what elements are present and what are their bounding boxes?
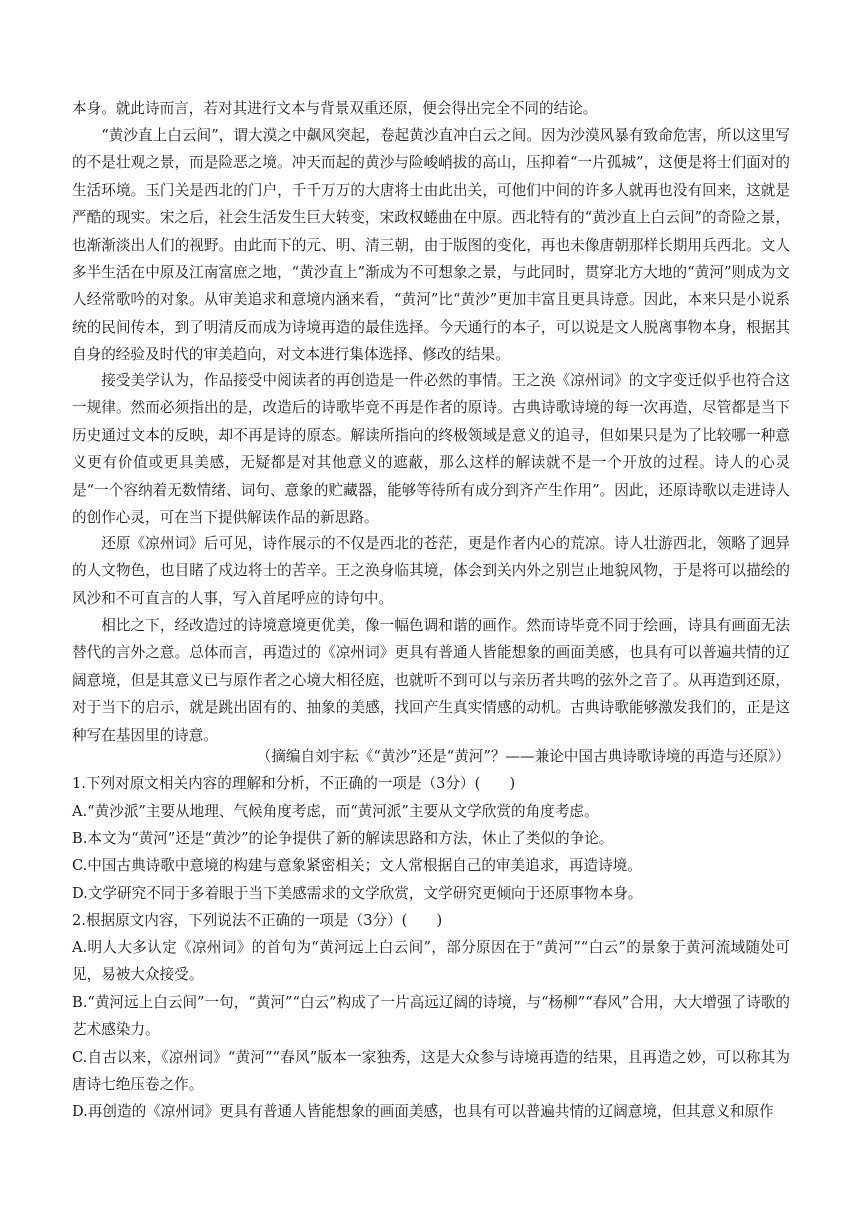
question-2-option-c: C.自古以来，《凉州词》“黄河”“春风”版本一家独秀，这是大众参与诗境再造的结果，且再造之妙，可以称其为唐诗七绝压卷之作。: [72, 1049, 790, 1094]
passage-paragraph-2: 接受美学认为，作品接受中阅读者的再创造是一件必然的事情。王之涣《凉州词》的文字变迁似乎也符合这一规律。然而必须指出的是，改造后的诗歌毕竟不再是作者的原诗。古典诗歌诗境的每一次再造，尽管都是当下历史通过文本的反映，却不再是诗的原态。解读所指向的终极领域是意义的追寻，但如果只是为了比较哪一种意义更有价值或更具美感，无疑都是对其他意义的遮蔽，那么这样的解读就不是一个开放的过程。诗人的心灵是“一个容纳着无数情绪、词句、意象的贮藏器，能够等待所有成分到齐产生作用”。因此，还原诗歌以走进诗人的创作心灵，可在当下提供解读作品的新思路。: [72, 372, 790, 527]
passage-paragraph-1: “黄沙直上白云间”，谓大漠之中飙风突起，卷起黄沙直冲白云之间。因为沙漠风暴有致命危害，所以这里写的不是壮观之景，而是险恶之境。冲天而起的黄沙与险峻峭拔的高山，压抑着“一片孤城”，这便是将士们面对的生活环境。玉门关是西北的门户，千千万万的大唐将士由此出关，可他们中间的许多人就再也没有回来，这就是严酷的现实。宋之后，社会生活发生巨大转变，宋政权蜷曲在中原。西北特有的“黄沙直上白云间”的奇险之景，也渐渐淡出人们的视野。由此而下的元、明、清三朝，由于版图的变化，再也未像唐朝那样长期用兵西北。文人多半生活在中原及江南富庶之地，“黄沙直上”渐成为不可想象之景，与此同时，贯穿北方大地的“黄河”则成为文人经常歌吟的对象。从审美追求和意境内涵来看，“黄河”比“黄沙”更加丰富且更具诗意。因此，本来只是小说系统的民间传本，到了明清反而成为诗境再造的最佳选择。今天通行的本子，可以说是文人脱离事物本身，根据其自身的经验及时代的审美趋向，对文本进行集体选择、修改的结果。: [72, 127, 790, 364]
passage-paragraph-0: 本身。就此诗而言，若对其进行文本与背景双重还原，便会得出完全不同的结论。: [72, 100, 598, 117]
question-2-option-b: B.“黄河远上白云间”一句，“黄河”“白云”构成了一片高远辽阔的诗境，与“杨柳”“春风”合用，大大增强了诗歌的艺术感染力。: [72, 994, 790, 1039]
question-2-option-d: D.再创造的《凉州词》更具有普通人皆能想象的画面美感，也具有可以普遍共情的辽阔意境，但其意义和原作: [72, 1103, 774, 1120]
passage-paragraph-4: 相比之下，经改造过的诗境意境更优美，像一幅色调和谐的画作。然而诗毕竟不同于绘画，诗具有画面无法替代的言外之意。总体而言，再造过的《凉州词》更具有普通人皆能想象的画面美感，也具有可以普遍共情的辽阔意境，但是其意义已与原作者之心境大相径庭，也就听不到可以与亲历者共鸣的弦外之音了。从再造到还原，对于当下的启示，就是跳出固有的、抽象的美感，找回产生真实情感的动机。古典诗歌能够激发我们的，正是这种写在基因里的诗意。: [72, 617, 790, 744]
question-2-option-a: A.明人大多认定《凉州词》的首句为“黄河远上白云间”，部分原因在于“黄河”“白云”的景象于黄河流域随处可见，易被大众接受。: [72, 939, 790, 984]
question-1-option-c: C.中国古典诗歌中意境的构建与意象紧密相关；文人常根据自己的审美追求，再造诗境。: [72, 857, 642, 874]
question-1-option-a: A.“黄沙派”主要从地理、气候角度考虑，而“黄河派”主要从文学欣赏的角度考虑。: [72, 803, 599, 820]
question-1-option-d: D.文学研究不同于多着眼于当下美感需求的文学欣赏，文学研究更倾向于还原事物本身。: [72, 885, 643, 902]
passage-paragraph-3: 还原《凉州词》后可见，诗作展示的不仅是西北的苍茫，更是作者内心的荒凉。诗人壮游西北，领略了迥异的人文物色，也目睹了戍边将士的苦辛。王之涣身临其境，体会到关内外之别岂止地貌风物，于是将可以描绘的风沙和不可直言的人事，写入首尾呼应的诗句中。: [72, 535, 790, 607]
question-1-option-b: B.本文为“黄河”还是“黄沙”的论争提供了新的解读思路和方法，休止了类似的争论。: [72, 830, 614, 847]
question-2-stem: 2.根据原文内容，下列说法不正确的一项是（3分）( ): [72, 912, 443, 929]
question-1-stem: 1.下列对原文相关内容的理解和分析，不正确的一项是（3分）( ): [72, 775, 516, 792]
passage-source: （摘编自刘宇耘《“黄沙”还是“黄河”？——兼论中国古典诗歌诗境的再造与还原》）: [256, 748, 790, 765]
